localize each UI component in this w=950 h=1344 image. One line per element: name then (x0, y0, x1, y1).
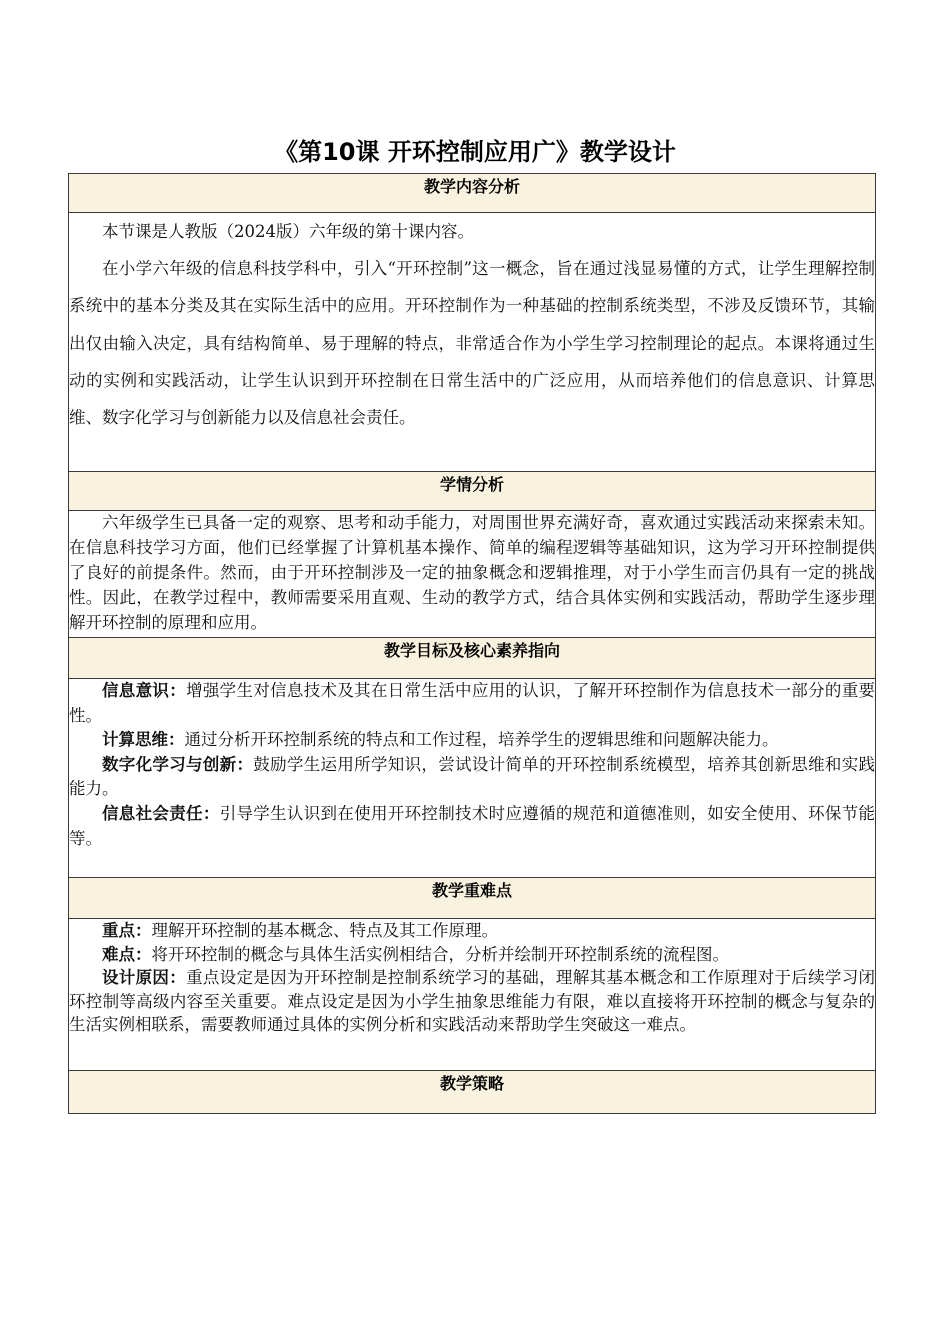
item-text: 引导学生认识到在使用开环控制技术时应遵循的规范和道德准则，如安全使用、环保节能等。 (69, 803, 876, 848)
document-title: 《第10课 开环控制应用广》教学设计 (274, 138, 676, 166)
key-point-item (69, 919, 875, 943)
item-label: 难点： (102, 944, 152, 964)
key-points-body (69, 919, 876, 1071)
objective-item (69, 679, 875, 728)
item-text: 增强学生对信息技术及其在日常生活中应用的认识，了解开环控制作为信息技术一部分的重要性。 (69, 681, 876, 725)
item-label: 信息社会责任： (102, 803, 220, 823)
section-heading-strategy: 教学策略 (69, 1071, 876, 1114)
item-text: 通过分析开环控制系统的特点和工作过程，培养学生的逻辑思维和问题解决能力。 (184, 730, 779, 750)
content-analysis-body (69, 213, 876, 472)
section-heading-key-points: 教学重难点 (69, 878, 876, 919)
section-heading-learner-analysis: 学情分析 (69, 472, 876, 511)
item-text: 理解开环控制的基本概念、特点及其工作原理。 (151, 921, 498, 940)
key-point-item (69, 966, 875, 1037)
objective-item (69, 753, 875, 802)
key-point-item (69, 943, 875, 967)
objective-item (69, 802, 875, 851)
item-label: 信息意识： (102, 681, 187, 700)
item-text: 将开环控制的概念与具体生活实例相结合，分析并绘制开环控制系统的流程图。 (151, 944, 729, 964)
section-heading-content-analysis: 教学内容分析 (69, 174, 876, 213)
item-label: 重点： (102, 921, 152, 940)
section-heading-objectives: 教学目标及核心素养指向 (69, 638, 876, 679)
item-label: 数字化学习与创新： (102, 754, 254, 774)
paragraph: 本节课是人教版（2024版）六年级的第十课内容。 (102, 222, 474, 241)
lesson-plan-table (68, 173, 876, 1114)
item-label: 计算思维： (102, 730, 185, 750)
item-text: 鼓励学生运用所学知识，尝试设计简单的开环控制系统模型，培养其创新思维和实践能力。 (69, 754, 876, 799)
objective-item (69, 728, 875, 753)
objectives-body (69, 679, 876, 878)
learner-analysis-body (69, 511, 876, 638)
item-label: 设计原因： (102, 968, 187, 987)
paragraph: 六年级学生已具备一定的观察、思考和动手能力，对周围世界充满好奇，喜欢通过实践活动来探索未知。在信息科技学习方面，他们已经掌握了计算机基本操作、简单的编程逻辑等基础知识，这为学习开环控制提供了良好的前提条件。然而，由于开环控制涉及一定的抽象概念和逻辑推理，对于小学生而言仍具有一定的挑战性。因此，在教学过程中，教师需要采用直观、生动的教学方式，结合具体实例和实践活动，帮助学生逐步理解开环控制的原理和应用。 (69, 513, 875, 632)
item-text: 重点设定是因为开环控制是控制系统学习的基础，理解其基本概念和工作原理对于后续学习闭环控制等高级内容至关重要。难点设定是因为小学生抽象思维能力有限，难以直接将开环控制的概念与复杂的生活实例相联系，需要教师通过具体的实例分析和实践活动来帮助学生突破这一难点。 (69, 968, 876, 1034)
paragraph: 在小学六年级的信息科技学科中，引入“开环控制”这一概念，旨在通过浅显易懂的方式，让学生理解控制系统中的基本分类及其在实际生活中的应用。开环控制作为一种基础的控制系统类型，不涉及反馈环节，其输出仅由输入决定，具有结构简单、易于理解的特点，非常适合作为小学生学习控制理论的起点。本课将通过生动的实例和实践活动，让学生认识到开环控制在日常生活中的广泛应用，从而培养他们的信息意识、计算思维、数字化学习与创新能力以及信息社会责任。 (69, 259, 875, 428)
